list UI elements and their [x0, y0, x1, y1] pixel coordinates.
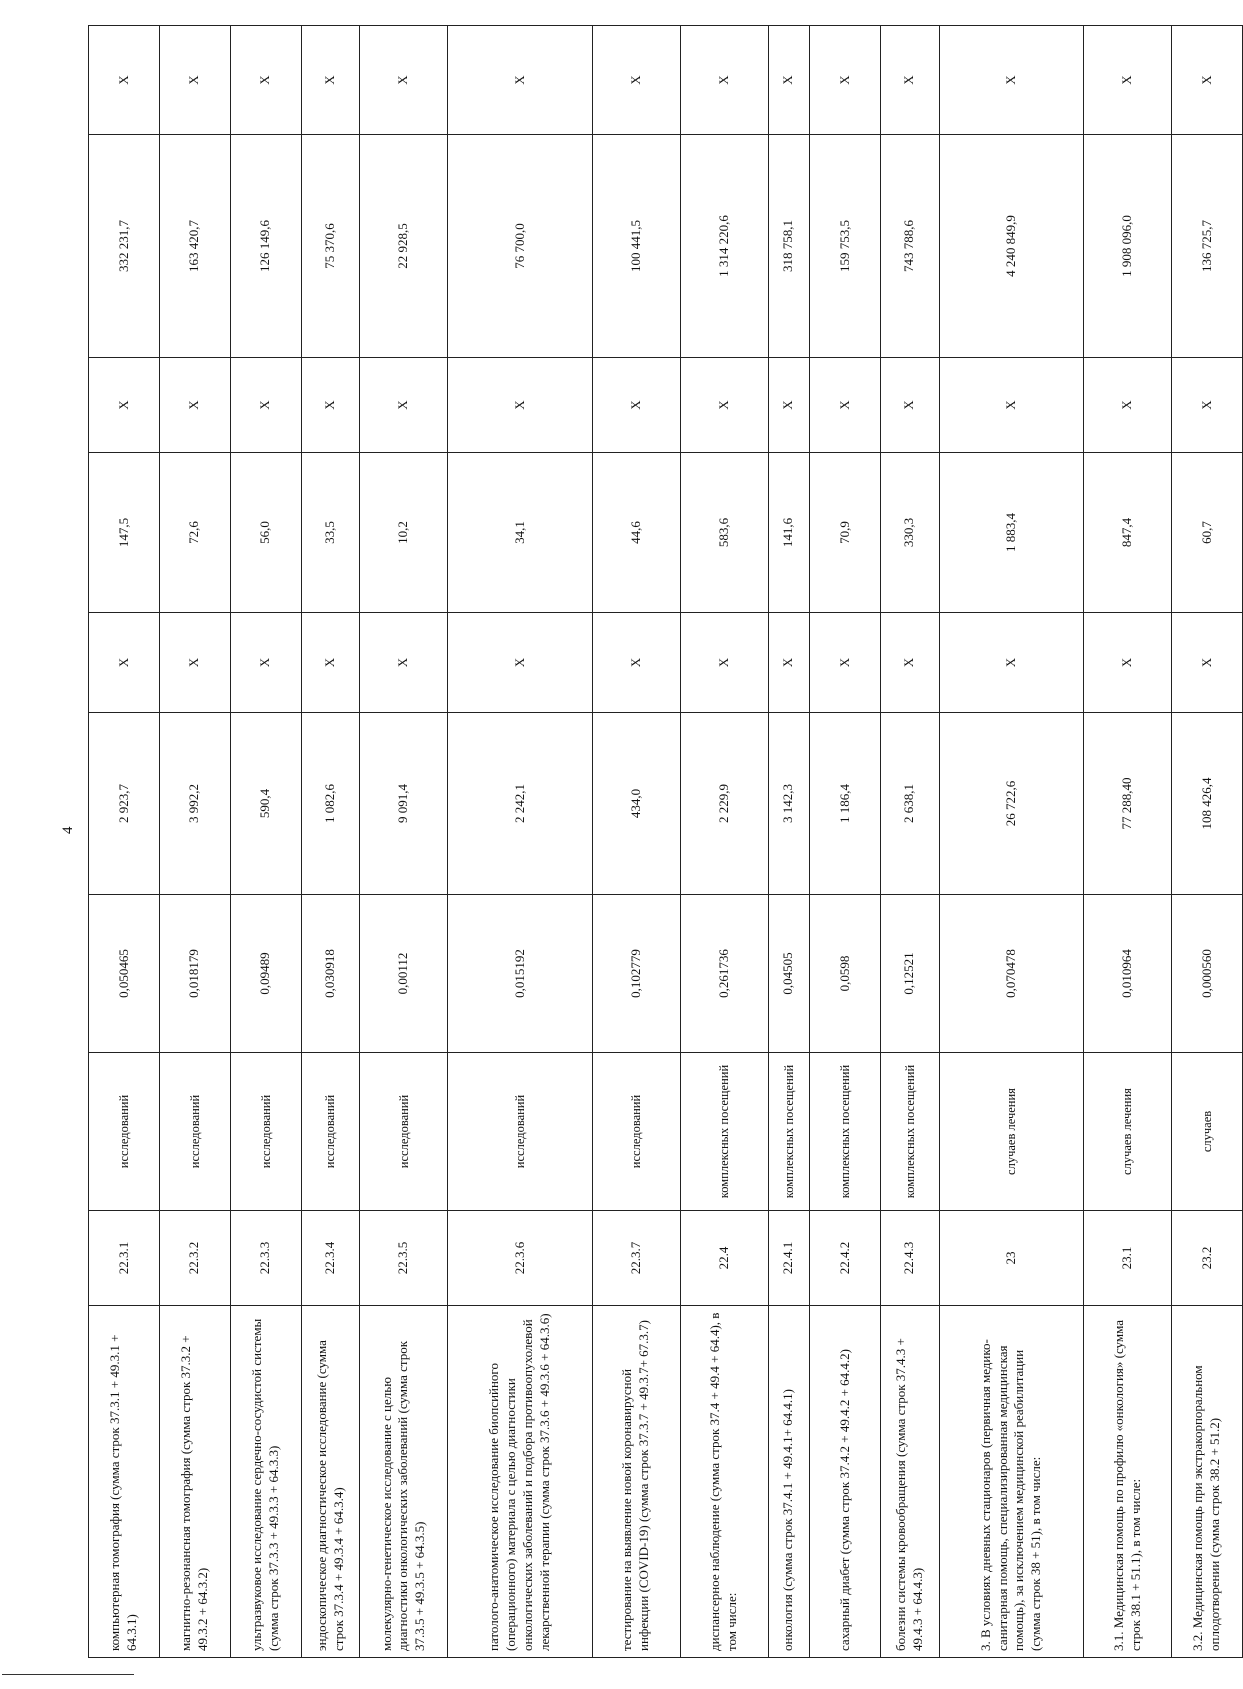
footnote-rule — [2, 1674, 134, 1675]
cell-c3: Х — [301, 613, 360, 713]
cell-c5: Х — [1084, 358, 1172, 453]
cell-c3: Х — [810, 613, 881, 713]
cell-name: онкология (сумма строк 37.4.1 + 49.4.1+ 64.4.1) — [768, 1306, 810, 1658]
cell-c7: Х — [301, 26, 360, 135]
cell-code: 22.3.7 — [592, 1211, 680, 1306]
cell-cost: 108 426,4 — [1172, 713, 1243, 895]
cell-c4: 60,7 — [1172, 453, 1243, 613]
cell-cost: 2 923,7 — [89, 713, 160, 895]
cell-unit: комплексных посещений — [881, 1053, 940, 1211]
cell-c3: Х — [159, 613, 230, 713]
cell-norm: 0,000560 — [1172, 895, 1243, 1053]
cell-c3: Х — [448, 613, 592, 713]
cell-unit: комплексных посещений — [810, 1053, 881, 1211]
cell-name: сахарный диабет (сумма строк 37.4.2 + 49.4.2 + 64.4.2) — [810, 1306, 881, 1658]
cell-code: 22.4.1 — [768, 1211, 810, 1306]
cell-name: болезни системы кровообращения (сумма строк 37.4.3 + 49.4.3 + 64.4.3) — [881, 1306, 940, 1658]
table-row — [592, 26, 680, 1658]
cell-c7: Х — [1084, 26, 1172, 135]
cell-name: патолого-анатомическое исследование биопсийного (операционного) материала с целью диагностики онкологических заболеваний и подбора противоопухолевой лекарственной терапии (сумма строк 37.3.6 + 49.3.6 + 64.3.6) — [448, 1306, 592, 1658]
cell-c4: 44,6 — [592, 453, 680, 613]
cell-c7: Х — [881, 26, 940, 135]
cell-c6: 163 420,7 — [159, 135, 230, 358]
cell-code: 23.2 — [1172, 1211, 1243, 1306]
cell-code: 23 — [939, 1211, 1083, 1306]
cell-c5: Х — [680, 358, 768, 453]
cell-code: 22.3.1 — [89, 1211, 160, 1306]
cell-c7: Х — [810, 26, 881, 135]
cell-c4: 10,2 — [360, 453, 448, 613]
cell-norm: 0,050465 — [89, 895, 160, 1053]
cell-norm: 0,102779 — [592, 895, 680, 1053]
cell-norm: 0,00112 — [360, 895, 448, 1053]
cell-c6: 126 149,6 — [230, 135, 301, 358]
cell-unit: исследований — [89, 1053, 160, 1211]
cell-name: компьютерная томография (сумма строк 37.3.1 + 49.3.1 + 64.3.1) — [89, 1306, 160, 1658]
cell-code: 23.1 — [1084, 1211, 1172, 1306]
cell-unit: исследований — [159, 1053, 230, 1211]
cell-cost: 434,0 — [592, 713, 680, 895]
cell-c5: Х — [881, 358, 940, 453]
cell-c4: 70,9 — [810, 453, 881, 613]
table-body — [89, 26, 1243, 1658]
cell-c3: Х — [680, 613, 768, 713]
cell-c6: 743 788,6 — [881, 135, 940, 358]
table-row — [939, 26, 1083, 1658]
cell-c3: Х — [360, 613, 448, 713]
table-row — [159, 26, 230, 1658]
cell-unit: случаев лечения — [939, 1053, 1083, 1211]
cell-c3: Х — [881, 613, 940, 713]
cell-c4: 33,5 — [301, 453, 360, 613]
cell-c6: 75 370,6 — [301, 135, 360, 358]
cell-c6: 332 231,7 — [89, 135, 160, 358]
cell-unit: случаев лечения — [1084, 1053, 1172, 1211]
cell-cost: 2 638,1 — [881, 713, 940, 895]
cell-c6: 1 908 096,0 — [1084, 135, 1172, 358]
cell-code: 22.4 — [680, 1211, 768, 1306]
cell-code: 22.3.6 — [448, 1211, 592, 1306]
cell-unit: комплексных посещений — [768, 1053, 810, 1211]
cell-code: 22.3.2 — [159, 1211, 230, 1306]
cell-cost: 1 186,4 — [810, 713, 881, 895]
cell-norm: 0,261736 — [680, 895, 768, 1053]
cell-code: 22.4.2 — [810, 1211, 881, 1306]
cell-c7: Х — [592, 26, 680, 135]
cell-name: молекулярно-генетическое исследование с целью диагностики онкологических заболеваний (сумма строк 37.3.5 + 49.3.5 + 64.3.5) — [360, 1306, 448, 1658]
cell-c3: Х — [768, 613, 810, 713]
cell-norm: 0,030918 — [301, 895, 360, 1053]
cell-c3: Х — [89, 613, 160, 713]
cell-name: 3.1. Медицинская помощь по профилю «онкология» (сумма строк 38.1 + 51.1), в том числе: — [1084, 1306, 1172, 1658]
cell-c5: Х — [159, 358, 230, 453]
cell-c5: Х — [230, 358, 301, 453]
cell-cost: 3 992,2 — [159, 713, 230, 895]
cell-c5: Х — [592, 358, 680, 453]
cell-c7: Х — [159, 26, 230, 135]
cell-norm: 0,018179 — [159, 895, 230, 1053]
cell-norm: 0,015192 — [448, 895, 592, 1053]
cell-cost: 77 288,40 — [1084, 713, 1172, 895]
table-row — [230, 26, 301, 1658]
cell-unit: исследований — [301, 1053, 360, 1211]
table-row — [1084, 26, 1172, 1658]
cell-c6: 136 725,7 — [1172, 135, 1243, 358]
cell-c7: Х — [1172, 26, 1243, 135]
cell-cost: 2 229,9 — [680, 713, 768, 895]
cell-c3: Х — [1172, 613, 1243, 713]
cell-c5: Х — [301, 358, 360, 453]
cell-c4: 147,5 — [89, 453, 160, 613]
cell-c7: Х — [230, 26, 301, 135]
cell-unit: исследований — [448, 1053, 592, 1211]
cell-unit: исследований — [592, 1053, 680, 1211]
page-number: 4 — [60, 826, 76, 834]
cell-c5: Х — [448, 358, 592, 453]
cell-name: магнитно-резонансная томография (сумма строк 37.3.2 + 49.3.2 + 64.3.2) — [159, 1306, 230, 1658]
cell-c4: 847,4 — [1084, 453, 1172, 613]
cell-c4: 56,0 — [230, 453, 301, 613]
cell-norm: 0,010964 — [1084, 895, 1172, 1053]
cell-cost: 26 722,6 — [939, 713, 1083, 895]
cell-c7: Х — [939, 26, 1083, 135]
cell-c3: Х — [1084, 613, 1172, 713]
table-row — [301, 26, 360, 1658]
cell-norm: 0,09489 — [230, 895, 301, 1053]
table-row — [881, 26, 940, 1658]
cell-c7: Х — [768, 26, 810, 135]
cell-name: тестирование на выявление новой коронавирусной инфекции (COVID-19) (сумма строк 37.3.7 + 49.3.7+ 67.3.7) — [592, 1306, 680, 1658]
cell-c6: 159 753,5 — [810, 135, 881, 358]
table-row — [810, 26, 881, 1658]
cell-c6: 76 700,0 — [448, 135, 592, 358]
table-row — [448, 26, 592, 1658]
cell-code: 22.3.5 — [360, 1211, 448, 1306]
cell-code: 22.4.3 — [881, 1211, 940, 1306]
cell-cost: 590,4 — [230, 713, 301, 895]
cell-c4: 1 883,4 — [939, 453, 1083, 613]
cell-c5: Х — [810, 358, 881, 453]
cell-norm: 0,070478 — [939, 895, 1083, 1053]
cell-unit: исследований — [360, 1053, 448, 1211]
cell-name: эндоскопическое диагностическое исследование (сумма строк 37.3.4 + 49.3.4 + 64.3.4) — [301, 1306, 360, 1658]
table-row — [680, 26, 768, 1658]
cell-norm: 0,04505 — [768, 895, 810, 1053]
cell-c6: 22 928,5 — [360, 135, 448, 358]
cell-c6: 1 314 220,6 — [680, 135, 768, 358]
cell-norm: 0,12521 — [881, 895, 940, 1053]
cell-unit: комплексных посещений — [680, 1053, 768, 1211]
cell-c5: Х — [768, 358, 810, 453]
cell-code: 22.3.4 — [301, 1211, 360, 1306]
cell-name: ультразвуковое исследование сердечно-сосудистой системы (сумма строк 37.3.3 + 49.3.3 + 64.3.3) — [230, 1306, 301, 1658]
cell-c7: Х — [448, 26, 592, 135]
cell-cost: 3 142,3 — [768, 713, 810, 895]
financing-table — [88, 25, 1243, 1658]
cell-name: 3.2. Медицинская помощь при экстракорпоральном оплодотворении (сумма строк 38.2 + 51.2) — [1172, 1306, 1243, 1658]
cell-c4: 72,6 — [159, 453, 230, 613]
cell-c3: Х — [230, 613, 301, 713]
cell-c6: 318 758,1 — [768, 135, 810, 358]
cell-name: 3. В условиях дневных стационаров (первичная медико-санитарная помощь, специализированная медицинская помощь), за исключением медицинской реабилитации (сумма строк 38 + 51), в том числе: — [939, 1306, 1083, 1658]
cell-code: 22.3.3 — [230, 1211, 301, 1306]
cell-cost: 9 091,4 — [360, 713, 448, 895]
cell-c6: 100 441,5 — [592, 135, 680, 358]
cell-cost: 2 242,1 — [448, 713, 592, 895]
cell-c6: 4 240 849,9 — [939, 135, 1083, 358]
cell-unit: исследований — [230, 1053, 301, 1211]
cell-c4: 330,3 — [881, 453, 940, 613]
cell-name: диспансерное наблюдение (сумма строк 37.4 + 49.4 + 64.4), в том числе: — [680, 1306, 768, 1658]
cell-c5: Х — [360, 358, 448, 453]
cell-c3: Х — [592, 613, 680, 713]
table-row — [1172, 26, 1243, 1658]
cell-norm: 0,0598 — [810, 895, 881, 1053]
cell-c5: Х — [939, 358, 1083, 453]
cell-c5: Х — [89, 358, 160, 453]
cell-c4: 141,6 — [768, 453, 810, 613]
cell-c4: 34,1 — [448, 453, 592, 613]
cell-unit: случаев — [1172, 1053, 1243, 1211]
cell-c7: Х — [89, 26, 160, 135]
table-row — [360, 26, 448, 1658]
cell-c7: Х — [360, 26, 448, 135]
table-row — [89, 26, 160, 1658]
rotated-table-container — [88, 26, 1243, 1658]
cell-c5: Х — [1172, 358, 1243, 453]
cell-c4: 583,6 — [680, 453, 768, 613]
cell-c7: Х — [680, 26, 768, 135]
cell-c3: Х — [939, 613, 1083, 713]
table-row — [768, 26, 810, 1658]
cell-cost: 1 082,6 — [301, 713, 360, 895]
